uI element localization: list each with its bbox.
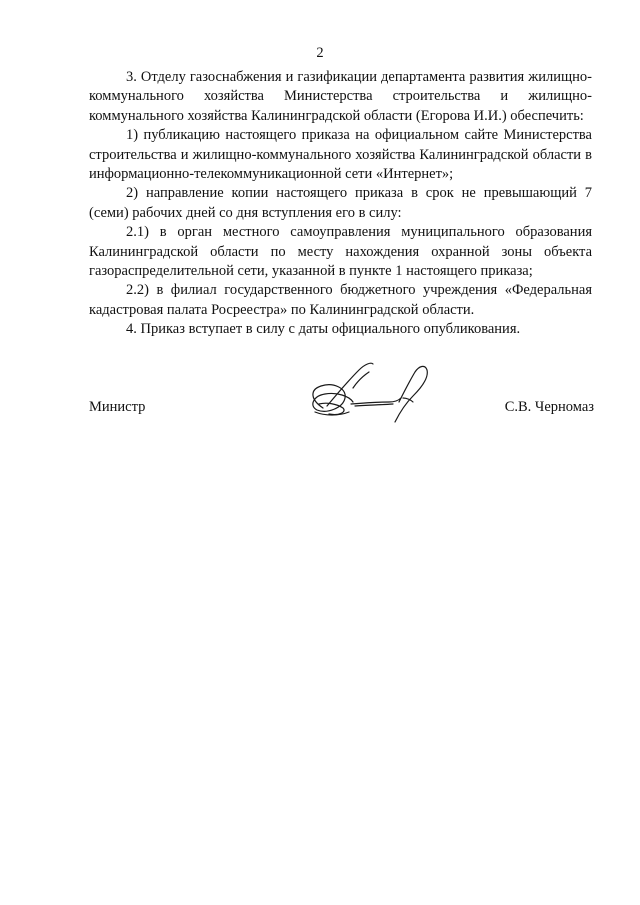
paragraph-4: 4. Приказ вступает в силу с даты официального опубликования. bbox=[126, 321, 521, 338]
paragraph-3-item-1: 1) публикацию настоящего приказа на официальном сайте Министерства строительства и жилищно-коммунального хозяйства Калининградской области в информационно-телекоммуникационной сети «Интернет»; bbox=[89, 127, 592, 183]
document-body bbox=[89, 68, 592, 340]
paragraph-3: 3. Отделу газоснабжения и газификации департамента развития жилищно-коммунального хозяйства Министерства строительства и жилищно-коммунального хозяйства Калининградской области (Егорова И.И.) обеспечить: bbox=[89, 69, 592, 124]
signature-row bbox=[89, 398, 594, 420]
signatory-name: С.В. Черномаз bbox=[504, 399, 594, 415]
paragraph-3-item-2-1: 2.1) в орган местного самоуправления муниципального образования Калининградской области по месту нахождения охранной зоны объекта газораспределительной сети, указанной в пункте 1 настоящего приказа; bbox=[89, 224, 592, 280]
signatory-title: Министр bbox=[89, 399, 146, 415]
page-number: 2 bbox=[316, 45, 324, 61]
paragraph-3-item-2: 2) направление копии настоящего приказа в срок не превышающий 7 (семи) рабочих дней со дня вступления его в силу: bbox=[89, 185, 592, 221]
paragraph-3-item-2-2: 2.2) в филиал государственного бюджетного учреждения «Федеральная кадастровая палата Росреестра» по Калининградской области. bbox=[89, 282, 592, 318]
